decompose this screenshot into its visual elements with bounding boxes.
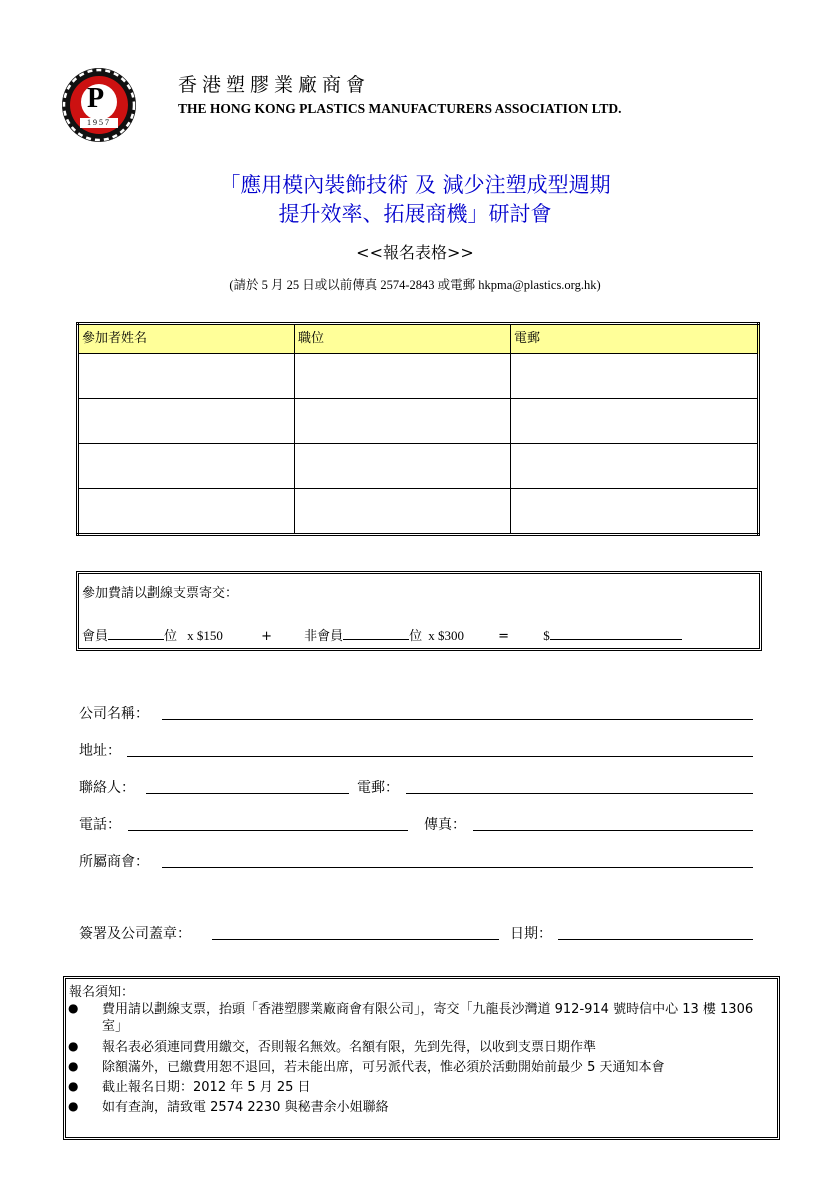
participant-position-cell[interactable]: [295, 354, 511, 399]
table-row: [78, 444, 759, 489]
note-text: 如有查詢，請致電 2574 2230 與秘書余小姐聯絡: [102, 1100, 389, 1115]
association-logo: [54, 66, 144, 144]
email-line[interactable]: [406, 793, 753, 794]
participant-position-cell[interactable]: [295, 489, 511, 535]
note-text: 費用請以劃線支票，抬頭「香港塑膠業廠商會有限公司」，寄交「九龍長沙灣道 912-914 號時信中心 13 樓 1306 室」: [102, 1002, 754, 1034]
fee-instruction: 參加費請以劃線支票寄交：: [82, 586, 239, 601]
seminar-title-line1: 「應用模內裝飾技術 及 減少注塑成型週期: [219, 173, 611, 197]
member-price: x $150: [187, 628, 223, 643]
table-header-row: [78, 324, 759, 354]
participant-position-cell[interactable]: [295, 399, 511, 444]
column-header-name: 參加者姓名: [78, 324, 295, 354]
bullet-icon: ●: [68, 1059, 79, 1073]
participant-name-cell[interactable]: [78, 444, 295, 489]
member-unit: 位: [164, 629, 178, 644]
phone-label: 電話：: [79, 817, 121, 833]
column-header-email: 電郵: [511, 324, 759, 354]
nonmember-unit: 位: [409, 629, 423, 644]
contact-person-label: 聯絡人：: [79, 780, 135, 796]
participant-email-cell[interactable]: [511, 399, 759, 444]
nonmember-label: 非會員: [304, 629, 344, 644]
registration-notes-box: [63, 976, 780, 1140]
participants-table: [76, 322, 760, 536]
total-amount-blank[interactable]: [550, 626, 682, 640]
date-line[interactable]: [558, 939, 753, 940]
participant-email-cell[interactable]: [511, 444, 759, 489]
member-count-blank[interactable]: [108, 626, 164, 640]
company-name-line[interactable]: [162, 719, 753, 720]
note-text: 報名表必須連同費用繳交，否則報名無效。名額有限，先到先得，以收到支票日期作準: [102, 1040, 597, 1055]
bullet-icon: ●: [68, 1099, 79, 1113]
fax-label: 傳真：: [424, 817, 466, 833]
participant-position-cell[interactable]: [295, 444, 511, 489]
deadline-note: (請於 5 月 25 日或以前傳真 2574-2843 或電郵 hkpma@plastics.org.hk): [229, 278, 601, 292]
bullet-icon: ●: [68, 1079, 79, 1093]
chamber-line[interactable]: [162, 867, 753, 868]
address-label: 地址：: [79, 743, 121, 759]
participant-email-cell[interactable]: [511, 489, 759, 535]
email-label: 電郵：: [357, 780, 399, 796]
company-name-label: 公司名稱：: [79, 706, 149, 722]
bullet-icon: ●: [68, 1039, 79, 1053]
equals-sign: =: [498, 629, 510, 644]
column-header-position: 職位: [295, 324, 511, 354]
participant-name-cell[interactable]: [78, 399, 295, 444]
nonmember-price: x $300: [428, 628, 465, 643]
logo-letter: P: [87, 83, 105, 114]
participant-name-cell[interactable]: [78, 489, 295, 535]
table-row: [78, 354, 759, 399]
notes-title: 報名須知：: [69, 985, 135, 1000]
table-row: [78, 399, 759, 444]
note-text: 除額滿外，已繳費用恕不退回，若未能出席，可另派代表，惟必須於活動開始前最少 5 天通知本會: [102, 1060, 665, 1075]
form-heading: <<報名表格>>: [356, 243, 474, 262]
fee-box: [76, 571, 762, 651]
date-label: 日期：: [510, 926, 552, 942]
table-row: [78, 489, 759, 535]
org-name-chinese: 香港塑膠業廠商會: [178, 74, 371, 96]
plus-sign: +: [261, 629, 272, 644]
fee-calculation-line: [82, 625, 682, 644]
org-name-english: THE HONG KONG PLASTICS MANUFACTURERS ASSOCIATION LTD.: [178, 101, 622, 116]
fax-line[interactable]: [473, 830, 753, 831]
contact-person-line[interactable]: [146, 793, 349, 794]
logo-year: 1957: [87, 118, 111, 127]
signature-line[interactable]: [212, 939, 499, 940]
seminar-title-line2: 提升效率、拓展商機」研討會: [278, 202, 552, 226]
bullet-icon: ●: [68, 1001, 79, 1015]
note-text: 截止報名日期：2012 年 5 月 25 日: [102, 1080, 311, 1095]
participant-email-cell[interactable]: [511, 354, 759, 399]
chamber-label: 所屬商會：: [79, 854, 149, 870]
address-line[interactable]: [127, 756, 753, 757]
signature-label: 簽署及公司蓋章：: [79, 926, 191, 942]
phone-line[interactable]: [128, 830, 408, 831]
currency-sign: $: [543, 628, 550, 643]
participant-name-cell[interactable]: [78, 354, 295, 399]
nonmember-count-blank[interactable]: [343, 626, 409, 640]
member-label: 會員: [82, 629, 109, 644]
